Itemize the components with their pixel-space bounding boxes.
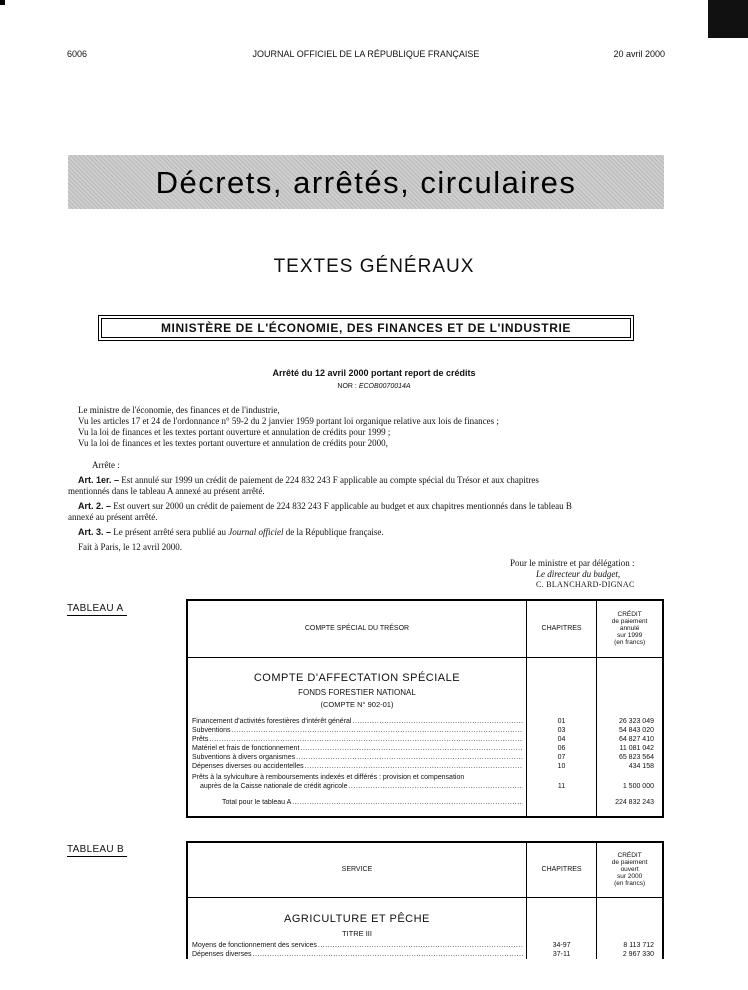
table-header-row <box>187 842 663 897</box>
visa-line: Vu les articles 17 et 24 de l'ordonnance n° 59-2 du 2 janvier 1959 portant loi organique relative aux lois de finances ; <box>78 416 499 426</box>
table-row <box>187 744 663 753</box>
article-3 <box>78 527 384 537</box>
row-chapter: 11 <box>526 771 596 791</box>
journal-title: JOURNAL OFFICIEL DE LA RÉPUBLIQUE FRANÇAISE <box>252 49 480 59</box>
table-row <box>187 762 663 771</box>
row-value: 1 500 000 <box>597 771 663 791</box>
article-1-text: Est annulé sur 1999 un crédit de paiement de 224 832 243 F applicable au compte spécial du Trésor et aux chapitres <box>121 475 539 485</box>
row-chapter: 10 <box>526 762 596 771</box>
row-value: 434 158 <box>597 762 663 771</box>
row-chapter: 34-97 <box>526 941 596 950</box>
article-1-label: Art. 1er. – <box>78 475 120 485</box>
nor-label: NOR : <box>337 383 357 390</box>
table-row <box>187 726 663 735</box>
row-value: 8 113 712 <box>597 941 663 950</box>
article-2 <box>78 501 572 511</box>
total-row <box>187 791 663 817</box>
column-header: CHAPITRES <box>526 842 596 897</box>
credit-header-line: annulé <box>619 625 640 633</box>
row-value: 54 843 020 <box>597 726 663 735</box>
signature-line-2: Le directeur du budget, <box>536 569 621 579</box>
visa-line: Vu la loi de finances et les textes portant ouverture et annulation de crédits pour 1999 ; <box>78 427 391 437</box>
row-value: 26 323 049 <box>597 717 663 726</box>
table-row <box>187 771 663 791</box>
table-row <box>187 950 663 959</box>
credit-header-line: sur 2000 <box>616 873 643 881</box>
row-label: Matériel et frais de fonctionnement <box>192 745 300 752</box>
article-3-pre: Le présent arrêté sera publié au <box>113 527 226 537</box>
credit-header-line: de paiement <box>611 618 648 626</box>
row-value: 2 967 330 <box>597 950 663 959</box>
article-2-label: Art. 2. – <box>78 501 112 511</box>
ministry-heading: MINISTÈRE DE L'ÉCONOMIE, DES FINANCES ET DE L'INDUSTRIE <box>160 321 572 335</box>
arrete-word: Arrête : <box>92 460 120 470</box>
column-header-credit <box>597 600 663 657</box>
column-header: SERVICE <box>187 842 526 897</box>
issue-date: 20 avril 2000 <box>613 49 665 59</box>
group-title: AGRICULTURE ET PÊCHE <box>284 912 430 925</box>
table-row <box>187 735 663 744</box>
article-3-journal: Journal officiel <box>228 527 284 537</box>
article-2-text: Est ouvert sur 2000 un crédit de paiement de 224 832 243 F applicable au budget et aux chapitres mentionnés dans le tableau B <box>113 501 572 511</box>
credit-header-line: CRÉDIT <box>617 611 642 619</box>
category-banner <box>68 155 664 209</box>
ministry-heading-box <box>98 315 634 341</box>
signature-line-1: Pour le ministre et par délégation : <box>510 558 635 568</box>
table-row <box>187 941 663 950</box>
row-chapter: 01 <box>526 717 596 726</box>
group-compte: (COMPTE N° 902-01) <box>320 699 394 709</box>
row-label: Subventions à divers organismes <box>192 754 296 761</box>
group-subtitle: FONDS FORESTIER NATIONAL <box>298 687 416 697</box>
group-header-row <box>187 657 663 717</box>
total-value: 224 832 243 <box>597 791 663 817</box>
row-label: Prêts à la sylviculture à remboursements indexés et différés : provision et compensation <box>192 774 465 781</box>
article-1 <box>78 475 539 485</box>
article-1-cont: mentionnés dans le tableau A annexé au présent arrêté. <box>68 486 265 496</box>
row-label: Subventions <box>192 727 231 734</box>
column-header: COMPTE SPÉCIAL DU TRÉSOR <box>187 600 526 657</box>
table-row <box>187 753 663 762</box>
nor-reference <box>0 383 748 390</box>
banner-title: Décrets, arrêtés, circulaires <box>155 165 577 200</box>
group-subtitle: TITRE III <box>341 928 372 938</box>
article-2-cont: annexé au présent arrêté. <box>68 512 158 522</box>
row-chapter: 04 <box>526 735 596 744</box>
section-title: TEXTES GÉNÉRAUX <box>273 256 475 277</box>
row-chapter: 07 <box>526 753 596 762</box>
row-chapter: 06 <box>526 744 596 753</box>
row-chapter: 03 <box>526 726 596 735</box>
row-chapter: 37-11 <box>526 950 596 959</box>
group-title: COMPTE D'AFFECTATION SPÉCIALE <box>253 671 461 684</box>
page-number: 6006 <box>67 49 88 59</box>
row-label: Financement d'activités forestières d'intérêt général <box>192 718 352 725</box>
visa-line: Le ministre de l'économie, des finances et de l'industrie, <box>78 405 280 415</box>
credit-header-line: (en francs) <box>614 880 646 888</box>
margin-thumb-tab <box>708 0 748 38</box>
nor-value: ECOB0070014A <box>358 383 411 390</box>
credit-header-line: sur 1999 <box>616 632 643 640</box>
row-label-cont: auprès de la Caisse nationale de crédit agricole <box>200 783 348 790</box>
row-label: Moyens de fonctionnement des services <box>192 942 317 949</box>
tableau-a <box>186 599 664 818</box>
signature-name: C. BLANCHARD-DIGNAC <box>536 580 635 589</box>
credit-header-line: ouvert <box>620 866 639 874</box>
tableau-b <box>186 841 664 959</box>
row-value: 64 827 410 <box>597 735 663 744</box>
credit-header-line: CRÉDIT <box>617 852 642 860</box>
table-row <box>187 717 663 726</box>
credit-header-line: de paiement <box>611 859 648 867</box>
arrete-title: Arrêté du 12 avril 2000 portant report de crédits <box>272 368 476 378</box>
row-label: Dépenses diverses ou accidentelles <box>192 763 304 770</box>
total-label: Total pour le tableau A <box>222 799 292 806</box>
group-header-row <box>187 897 663 941</box>
column-header: CHAPITRES <box>526 600 596 657</box>
row-label: Dépenses diverses <box>192 951 252 958</box>
row-value: 65 823 564 <box>597 753 663 762</box>
scan-corner-mark <box>0 0 5 5</box>
row-value: 11 081 042 <box>597 744 663 753</box>
article-3-label: Art. 3. – <box>78 527 112 537</box>
tableau-b-label: TABLEAU B <box>67 844 127 857</box>
tableau-a-label: TABLEAU A <box>67 603 127 616</box>
credit-header-line: (en francs) <box>614 639 646 647</box>
visa-line: Vu la loi de finances et les textes portant ouverture et annulation de crédits pour 2000, <box>78 438 388 448</box>
fait-a-paris: Fait à Paris, le 12 avril 2000. <box>78 542 182 552</box>
column-header-credit <box>597 842 663 897</box>
running-header <box>67 49 665 63</box>
table-header-row <box>187 600 663 657</box>
row-label: Prêts <box>192 736 209 743</box>
article-3-post: de la République française. <box>285 527 384 537</box>
